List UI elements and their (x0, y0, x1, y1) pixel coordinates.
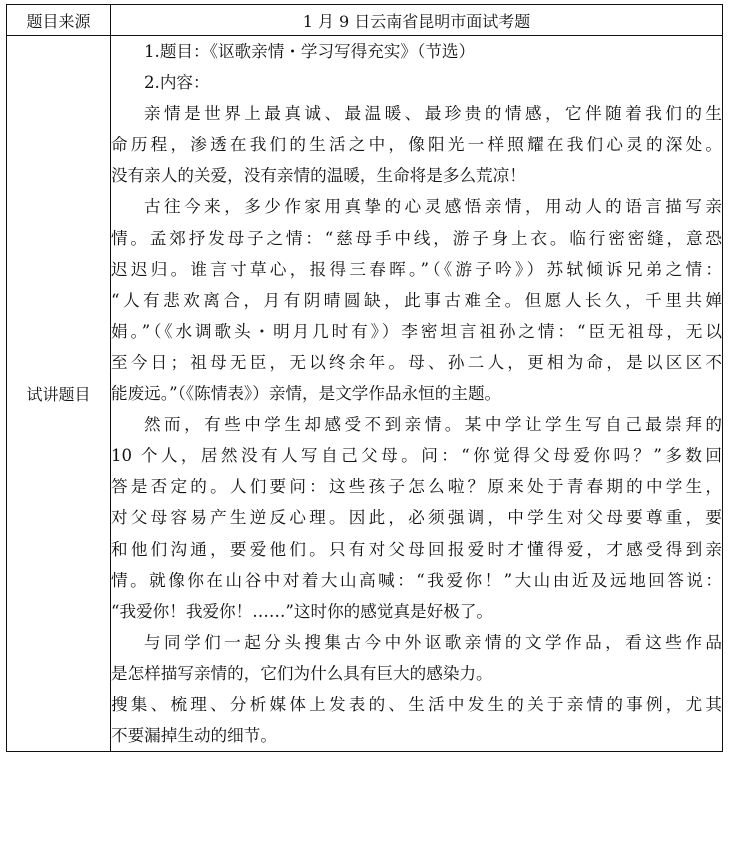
content-label: 2.内容： (144, 73, 210, 93)
exam-table (6, 4, 723, 752)
text-line: 是怎样描写亲情的，它们为什么具有巨大的感染力。 (111, 663, 493, 683)
text-line: 情。就像你在山谷中对着大山高喊：“我爱你！”大山由近及远地回答说： (111, 570, 722, 590)
text-line: 答是否定的。人们要问：这些孩子怎么啦？原来处于青春期的中学生， (111, 477, 722, 497)
text-line: 情。孟郊抒发母子之情：“慈母手中线，游子身上衣。临行密密缝，意恐 (111, 228, 722, 248)
source-value-cell (111, 5, 723, 36)
row-label-cell (7, 36, 111, 752)
row-label: 试讲题目 (26, 385, 91, 405)
text-line: 至今日；祖母无臣，无以终余年。母、孙二人，更相为命，是以区区不 (111, 352, 722, 372)
content-cell (111, 36, 723, 752)
source-label-cell (7, 5, 111, 36)
text-line: 与同学们一起分头搜集古今中外讴歌亲情的文学作品，看这些作品 (144, 632, 722, 652)
header-row (7, 5, 723, 36)
source-value: 1 月 9 日云南省昆明市面试考题 (302, 11, 531, 31)
text-line: 命历程，渗透在我们的生活之中，像阳光一样照耀在我们心灵的深处。 (111, 135, 722, 155)
text-line: 亲情是世界上最真诚、最温暖、最珍贵的情感，它伴随着我们的生 (144, 104, 722, 124)
text-line: 和他们沟通，要爱他们。只有对父母回报爱时才懂得爱，才感受得到亲 (111, 539, 722, 559)
text-line: 迟迟归。谁言寸草心，报得三春晖。”（《游子吟》）苏轼倾诉兄弟之情： (111, 259, 722, 279)
text-line: 没有亲人的关爱，没有亲情的温暖，生命将是多么荒凉！ (111, 166, 526, 186)
text-line: 不要漏掉生动的细节。 (111, 726, 277, 746)
text-line: 对父母容易产生逆反心理。因此，必须强调，中学生对父母要尊重，要 (111, 508, 722, 528)
text-line: 10 个人，居然没有人写自己父母。问：“你觉得父母爱你吗？”多数回 (111, 446, 722, 466)
title-line: 1.题目：《讴歌亲情・学习写得充实》（节选） (144, 42, 476, 61)
content-row (7, 36, 723, 752)
text-line: “我爱你！我爱你！……”这时你的感觉真是好极了。 (111, 601, 494, 621)
source-label: 题目来源 (26, 11, 91, 31)
text-line: 古往今来，多少作家用真挚的心灵感悟亲情，用动人的语言描写亲 (144, 197, 722, 217)
text-line: 能废远。”（《陈情表》）亲情，是文学作品永恒的主题。 (111, 384, 502, 404)
text-line: 然而，有些中学生却感受不到亲情。某中学让学生写自己最崇拜的 (144, 415, 722, 435)
text-line: 娟。”（《水调歌头・明月几时有》）李密坦言祖孙之情：“臣无祖母，无以 (111, 321, 722, 341)
text-line: “人有悲欢离合，月有阴晴圆缺，此事古难全。但愿人长久，千里共婵 (111, 290, 722, 310)
text-line: 搜集、梳理、分析媒体上发表的、生活中发生的关于亲情的事例，尤其 (111, 694, 722, 714)
